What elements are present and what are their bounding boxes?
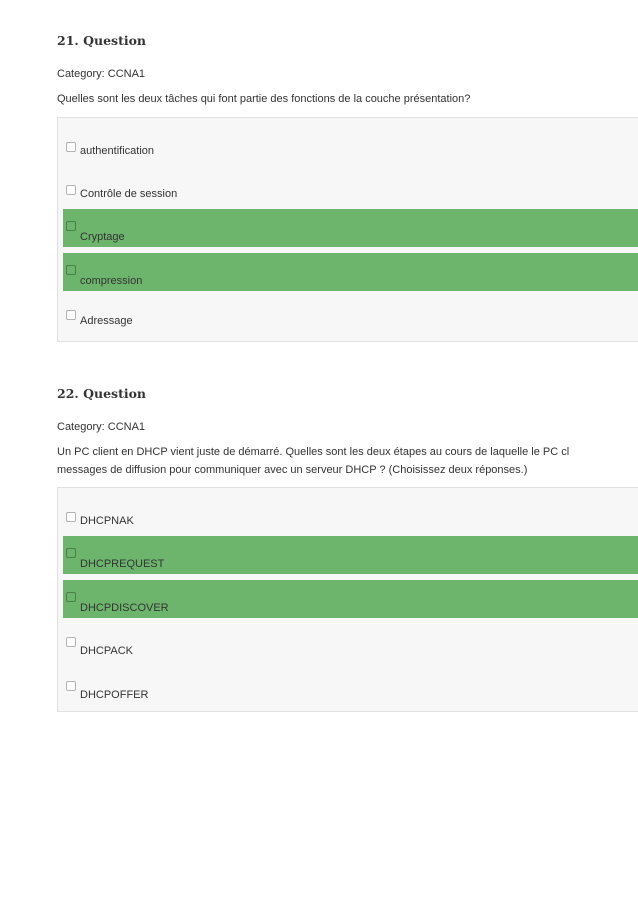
checkbox-icon[interactable]: [66, 142, 76, 152]
question-text-line: Un PC client en DHCP vient juste de démarré. Quelles sont les deux étapes au cours de laquelle le PC cl: [57, 446, 570, 458]
answer-label: DHCPOFFER: [80, 689, 149, 701]
answer-option-correct[interactable]: [63, 209, 638, 247]
answer-option-correct[interactable]: [63, 580, 638, 618]
answer-list: [57, 117, 638, 342]
question-category: Category: CCNA1: [57, 421, 146, 433]
question-title: 21. Question: [57, 33, 147, 48]
checkbox-icon[interactable]: [66, 681, 76, 691]
question-text-line: messages de diffusion pour communiquer avec un serveur DHCP ? (Choisissez deux réponses.): [57, 464, 528, 476]
answer-option[interactable]: [63, 500, 638, 538]
question-category: Category: CCNA1: [57, 68, 146, 80]
answer-option[interactable]: [63, 669, 638, 707]
answer-label: Adressage: [80, 315, 133, 327]
answer-label: authentification: [80, 145, 154, 157]
checkbox-icon[interactable]: [66, 310, 76, 320]
checkbox-icon[interactable]: [66, 512, 76, 522]
checkbox-icon[interactable]: [66, 185, 76, 195]
question-21: [57, 33, 638, 327]
answer-option[interactable]: [63, 130, 638, 168]
answer-option[interactable]: [63, 625, 638, 663]
answer-label: Contrôle de session: [80, 188, 178, 200]
checkbox-icon[interactable]: [66, 592, 76, 602]
answer-option[interactable]: [63, 298, 638, 336]
checkbox-icon[interactable]: [66, 637, 76, 647]
answer-label: Cryptage: [80, 231, 125, 243]
answer-option-correct[interactable]: [63, 536, 638, 574]
checkbox-icon[interactable]: [66, 265, 76, 275]
checkbox-icon[interactable]: [66, 548, 76, 558]
answer-label: compression: [80, 275, 143, 287]
answer-label: DHCPDISCOVER: [80, 602, 169, 614]
answer-label: DHCPREQUEST: [80, 558, 165, 570]
answer-label: DHCPACK: [80, 645, 133, 657]
question-text: [57, 90, 638, 108]
checkbox-icon[interactable]: [66, 221, 76, 231]
answer-label: DHCPNAK: [80, 515, 134, 527]
answer-option[interactable]: [63, 173, 638, 211]
question-text: [57, 443, 638, 479]
answer-option-correct[interactable]: [63, 253, 638, 291]
question-22: [57, 386, 638, 701]
answer-list: [57, 487, 638, 712]
question-text-line: Quelles sont les deux tâches qui font partie des fonctions de la couche présentation?: [57, 93, 471, 105]
question-title: 22. Question: [57, 386, 147, 401]
